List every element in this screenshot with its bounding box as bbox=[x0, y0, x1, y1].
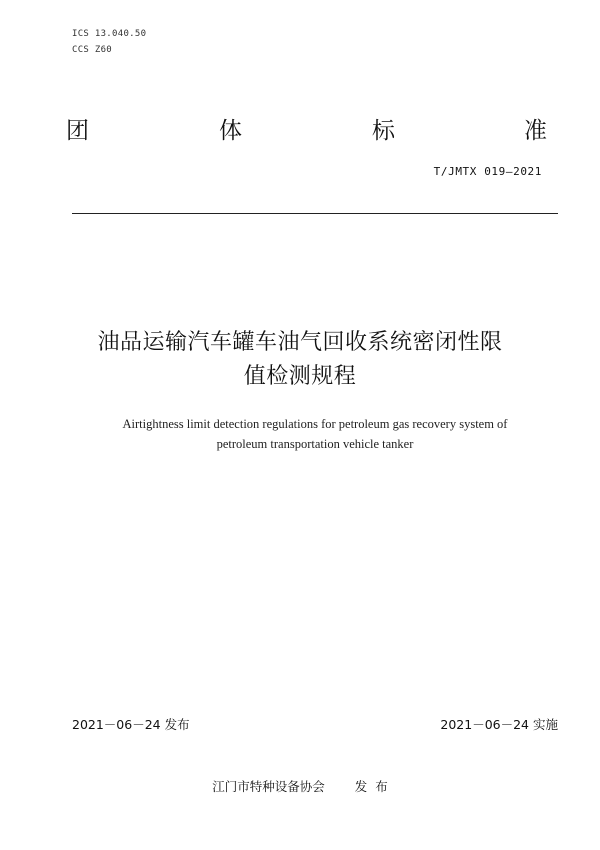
chinese-title-line: 值检测规程 bbox=[243, 364, 357, 389]
standard-category-char: 体 bbox=[219, 118, 242, 144]
ics-code: ICS 13.040.50 bbox=[72, 29, 147, 39]
english-title-line: Airtightness limit detection regulations for petroleum gas recovery system of bbox=[122, 417, 508, 431]
standard-number: T/JMTX 019—2021 bbox=[433, 165, 542, 178]
issue-date: 2021－06－24 发布 bbox=[72, 717, 190, 732]
english-title-line: petroleum transportation vehicle tanker bbox=[216, 437, 414, 451]
header-divider bbox=[72, 213, 558, 214]
ccs-code: CCS Z60 bbox=[72, 45, 113, 55]
publisher-line bbox=[0, 777, 600, 795]
publisher-name: 江门市特种设备协会 bbox=[212, 779, 325, 794]
standard-category-char: 团 bbox=[66, 118, 89, 144]
chinese-title-line: 油品运输汽车罐车油气回收系统密闭性限 bbox=[97, 330, 503, 355]
publish-action: 发 布 bbox=[354, 779, 388, 794]
chinese-title bbox=[40, 326, 560, 394]
implementation-date: 2021－06－24 实施 bbox=[440, 717, 558, 732]
standard-category-char: 标 bbox=[372, 118, 395, 144]
english-title bbox=[80, 414, 550, 454]
standard-category-char: 准 bbox=[524, 118, 547, 144]
